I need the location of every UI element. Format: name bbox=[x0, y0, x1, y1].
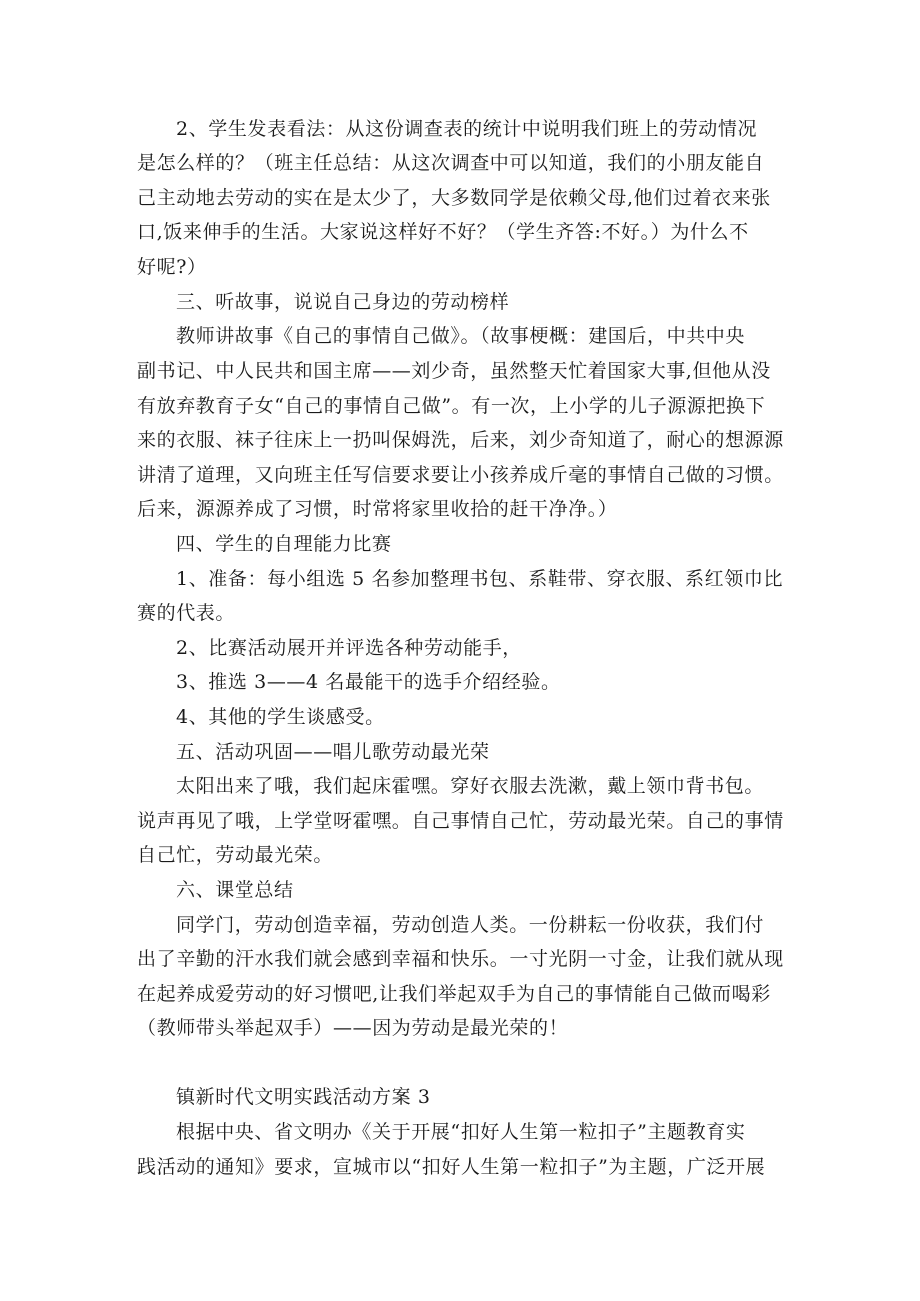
document-title: 镇新时代文明实践活动方案 3 bbox=[176, 1086, 431, 1108]
paragraph-line: 有放弃教育子女“自己的事情自己做”。有一次，上小学的儿子源源把换下 bbox=[137, 395, 766, 417]
section-heading: 五、活动巩固——唱儿歌劳动最光荣 bbox=[176, 741, 490, 763]
paragraph-line: 践活动的通知》要求，宣城市以“扣好人生第一粒扣子”为主题，广泛开展 bbox=[137, 1156, 766, 1178]
paragraph-line: 讲清了道理，又向班主任写信要求要让小孩养成斤毫的事情自己做的习惯。 bbox=[137, 464, 784, 486]
list-item: 3、推选 3——4 名最能干的选手介绍经验。 bbox=[176, 671, 561, 693]
paragraph-line: 来的衣服、袜子往床上一扔叫保姆洗，后来，刘少奇知道了，耐心的想源源 bbox=[137, 429, 784, 451]
section-heading: 四、学生的自理能力比赛 bbox=[176, 533, 392, 555]
paragraph-line: 说声再见了哦，上学堂呀霍嘿。自己事情自己忙，劳动最光荣。自己的事情 bbox=[137, 810, 784, 832]
paragraph-line: 根据中央、省文明办《关于开展“扣好人生第一粒扣子”主题教育实 bbox=[176, 1121, 746, 1143]
list-item: 4、其他的学生谈感受。 bbox=[176, 706, 385, 728]
paragraph-line: 好呢?） bbox=[137, 256, 207, 278]
paragraph-line: 自己忙，劳动最光荣。 bbox=[137, 844, 334, 866]
paragraph-line: （教师带头举起双手）——因为劳动是最光荣的！ bbox=[137, 1017, 569, 1039]
paragraph-line: 在起养成爱劳动的好习惯吧,让我们举起双手为自己的事情能自己做而喝彩 bbox=[137, 983, 771, 1005]
section-heading: 三、听故事，说说自己身边的劳动榜样 bbox=[176, 291, 510, 313]
paragraph-line: 同学门，劳动创造幸福，劳动创造人类。一份耕耘一份收获，我们付 bbox=[176, 914, 765, 936]
paragraph-line: 口,饭来伸手的生活。大家说这样好不好？（学生齐答:不好。）为什么不 bbox=[137, 221, 749, 243]
paragraph-line: 己主动地去劳动的实在是太少了，大多数同学是依赖父母,他们过着衣来张 bbox=[137, 187, 771, 209]
paragraph-line: 是怎么样的？（班主任总结：从这次调查中可以知道，我们的小朋友能自 bbox=[137, 152, 765, 174]
section-heading: 六、课堂总结 bbox=[176, 879, 294, 901]
paragraph-line: 赛的代表。 bbox=[137, 602, 236, 624]
list-item: 2、比赛活动展开并评选各种劳动能手， bbox=[176, 637, 522, 659]
paragraph-line: 副书记、中人民共和国主席——刘少奇，虽然整天忙着国家大事,但他从没 bbox=[137, 360, 771, 382]
paragraph-line: 太阳出来了哦，我们起床霍嘿。穿好衣服去洗漱，戴上领巾背书包。 bbox=[176, 775, 765, 797]
paragraph-line: 出了辛勤的汗水我们就会感到幸福和快乐。一寸光阴一寸金，让我们就从现 bbox=[137, 948, 784, 970]
paragraph-line: 教师讲故事《自己的事情自己做》。（故事梗概：建国后，中共中央 bbox=[176, 325, 746, 347]
paragraph-line: 2、学生发表看法：从这份调查表的统计中说明我们班上的劳动情况 bbox=[176, 118, 758, 140]
paragraph-line: 1、准备：每小组选 5 名参加整理书包、系鞋带、穿衣服、系红领巾比 bbox=[176, 568, 784, 590]
paragraph-line: 后来，源源养成了习惯，时常将家里收拾的赶干净净。） bbox=[137, 498, 618, 520]
